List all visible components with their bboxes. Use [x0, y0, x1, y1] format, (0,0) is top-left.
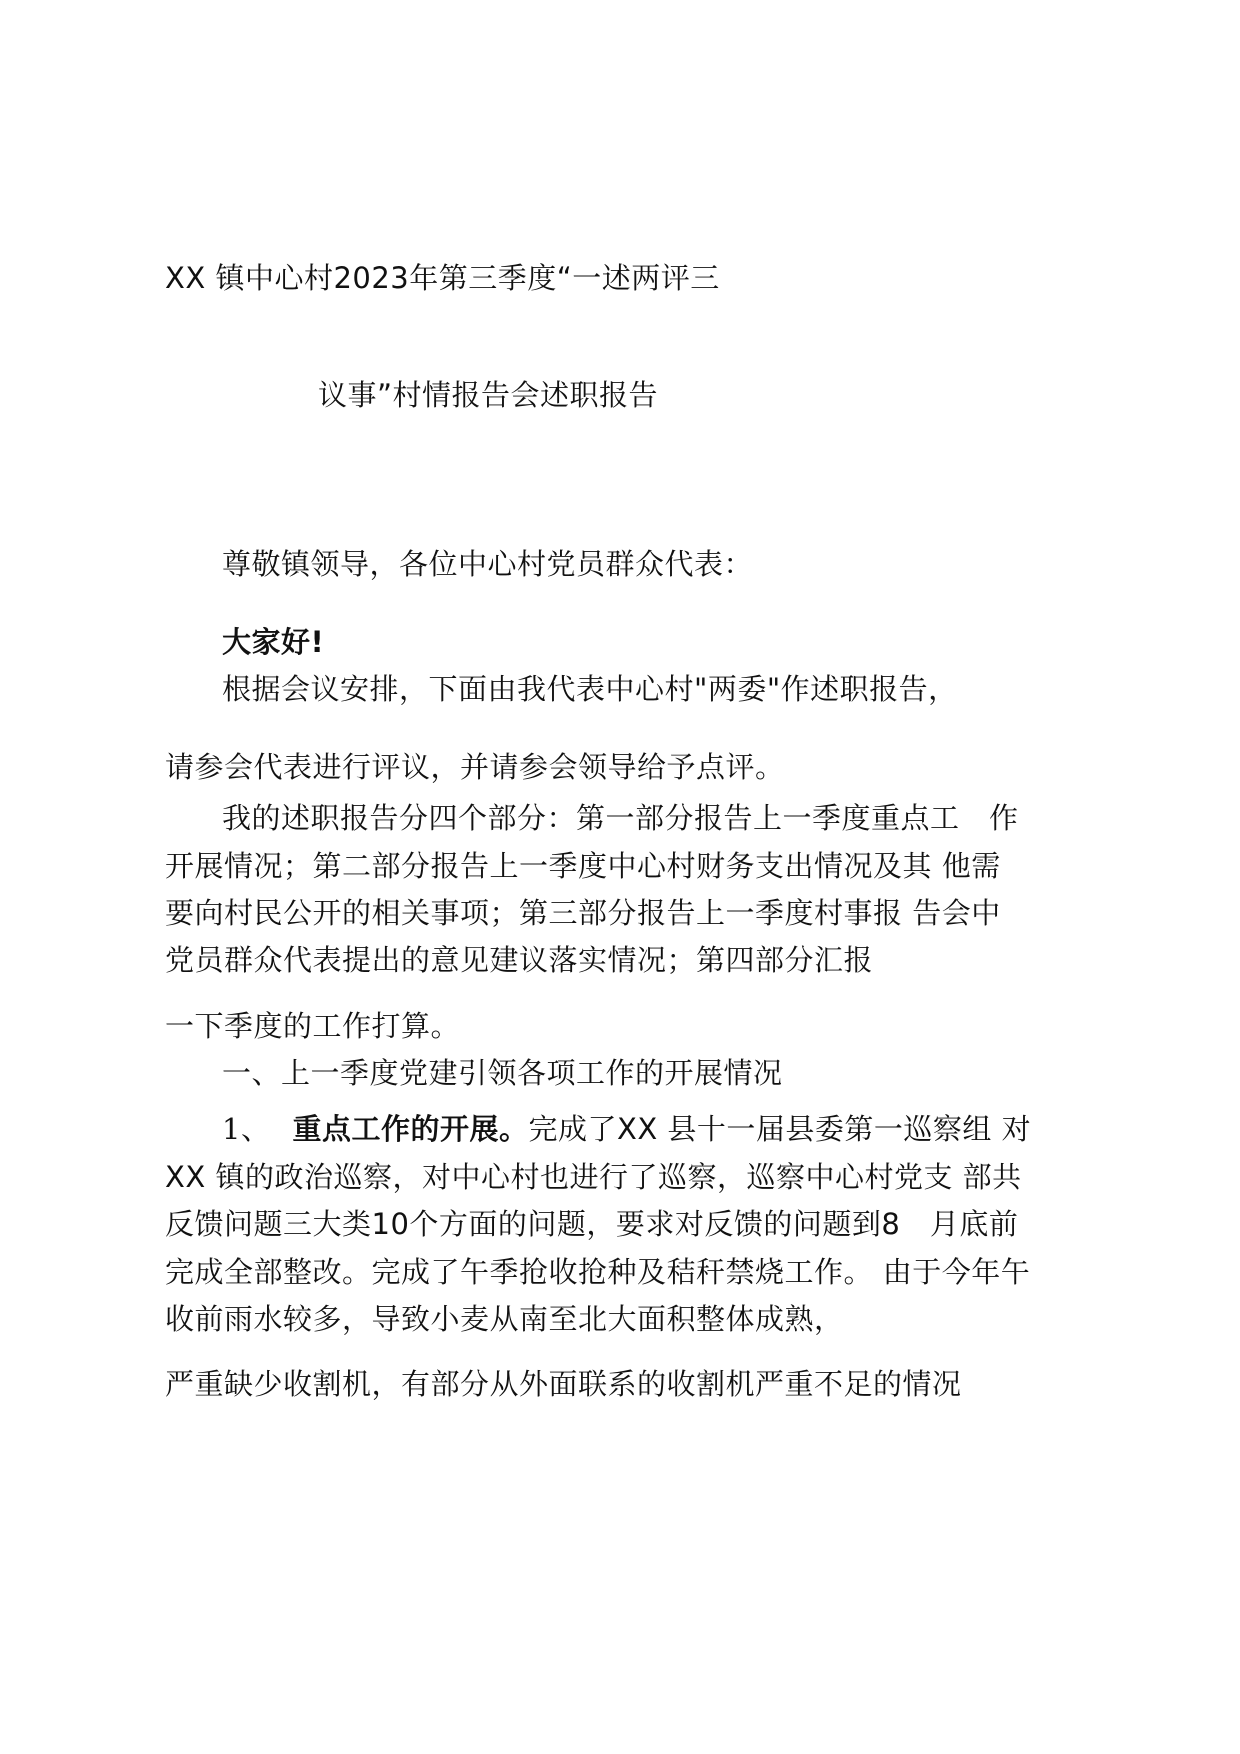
- item-1-line-2: XX 镇的政治巡察，对中心村也进行了巡察，巡察中心村党支 部共: [165, 1160, 1022, 1194]
- intro-line-2: 请参会代表进行评议，并请参会领导给予点评。: [165, 750, 785, 784]
- item-1-number: 1、: [222, 1112, 271, 1146]
- outline-line-2: 开展情况；第二部分报告上一季度中心村财务支出情况及其 他需: [165, 849, 1001, 883]
- section-heading: 一、上一季度党建引领各项工作的开展情况: [222, 1056, 783, 1090]
- item-1-heading: 重点工作的开展。: [292, 1112, 529, 1146]
- document-title-line-2: 议事”村情报告会述职报告: [318, 378, 659, 412]
- outline-line-3: 要向村民公开的相关事项；第三部分报告上一季度村事报 告会中: [165, 896, 1001, 930]
- outline-line-1: 我的述职报告分四个部分：第一部分报告上一季度重点工 作: [222, 801, 1019, 835]
- intro-line-1: 根据会议安排，下面由我代表中心村"两委"作述职报告，: [222, 672, 958, 706]
- outline-line-4: 党员群众代表提出的意见建议落实情况；第四部分汇报: [165, 943, 874, 977]
- item-1-line-5: 收前雨水较多，导致小麦从南至北大面积整体成熟，: [165, 1302, 844, 1336]
- greeting: 大家好!: [222, 625, 325, 659]
- item-1-line-3: 反馈问题三大类10个方面的问题，要求对反馈的问题到8 月底前: [165, 1207, 1019, 1241]
- item-1-line-4: 完成全部整改。完成了午季抢收抢种及秸秆禁烧工作。 由于今年午: [165, 1255, 1031, 1289]
- outline-line-5: 一下季度的工作打算。: [165, 1009, 461, 1043]
- item-1-first-line: [222, 1111, 1031, 1147]
- document-title-line-1: XX 镇中心村2023年第三季度“一述两评三: [165, 261, 720, 295]
- salutation: 尊敬镇领导，各位中心村党员群众代表：: [222, 547, 754, 581]
- item-1-first-line-text: 完成了XX 县十一届县委第一巡察组 对: [528, 1112, 1032, 1146]
- item-1-line-6: 严重缺少收割机，有部分从外面联系的收割机严重不足的情况: [165, 1367, 962, 1401]
